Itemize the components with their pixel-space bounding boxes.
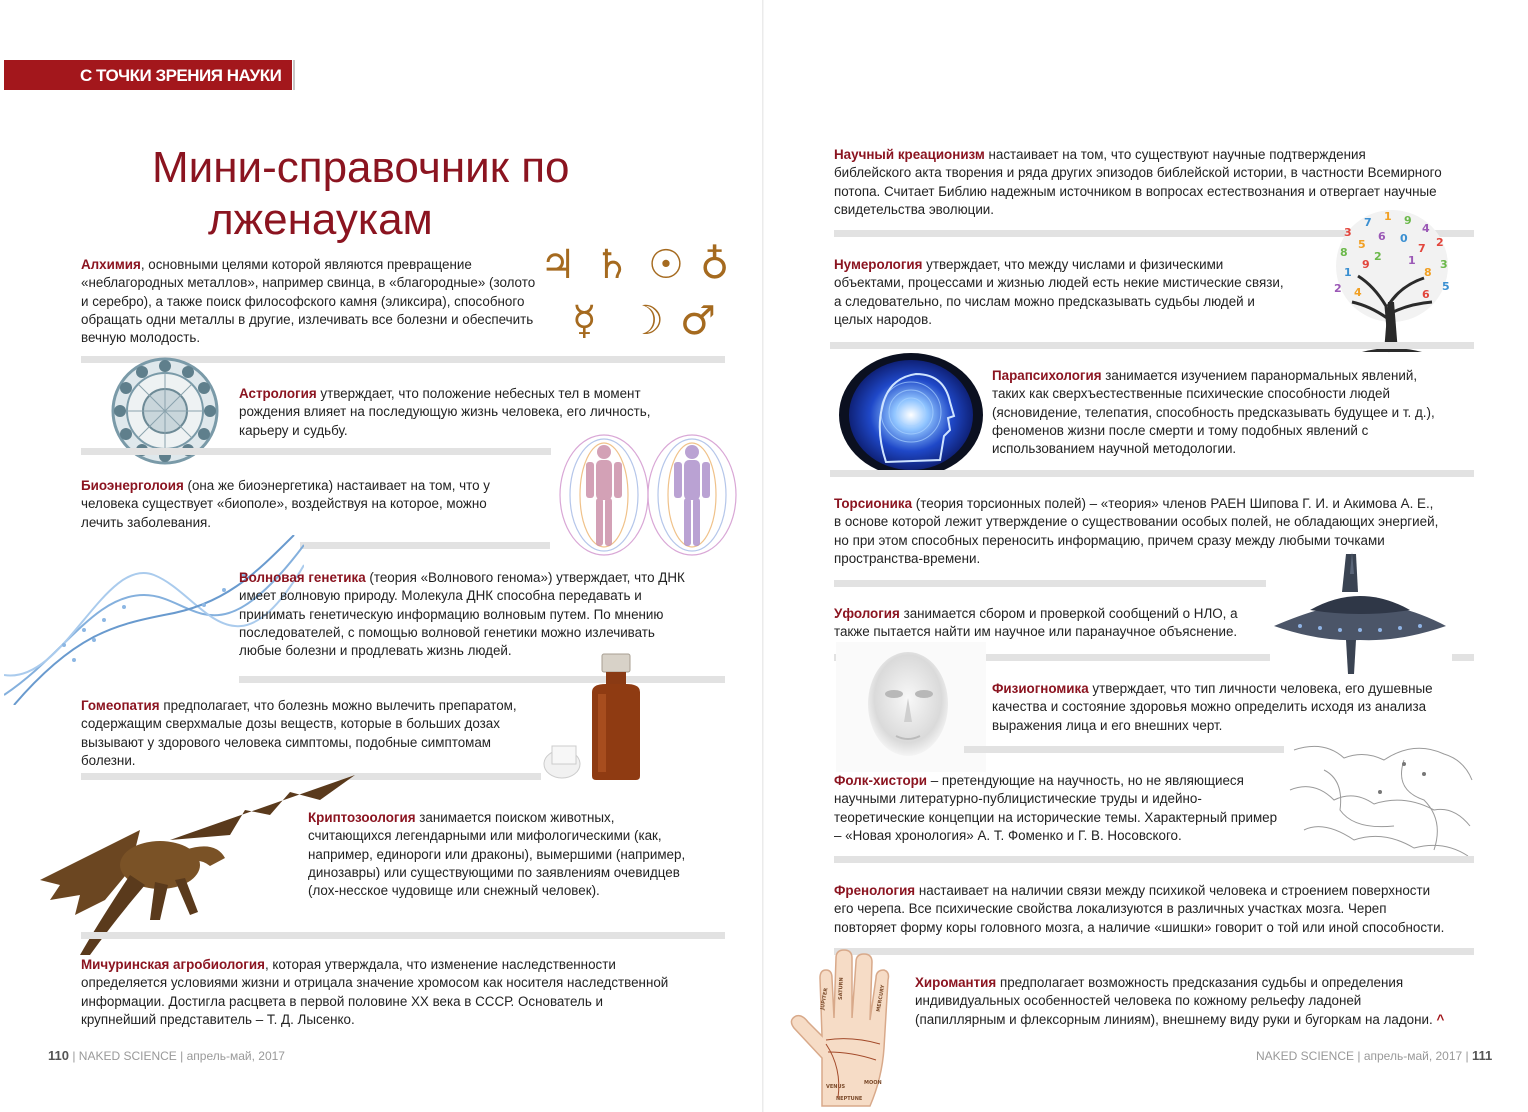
svg-text:2: 2 <box>1374 250 1382 263</box>
text-michurin: , которая утверждала, что изменение наследственности определяется условиями жизни и отрицала значение хромосом как носителя наследственной информации. Достигла расцвета в первой половине XX века в СССР. Основатель и крупнейший представитель – Т. Д. Лысенко. <box>81 957 669 1027</box>
text-homeopathy: предполагает, что болезнь можно вылечить препаратом, содержащим сверхмалые дозы веществ, которые в больших дозах вызывают у здорового человека симптомы, подобные симптомам болезни. <box>81 698 517 768</box>
footer-right: NAKED SCIENCE | апрель-май, 2017 | 111 <box>1256 1048 1493 1063</box>
text-numerology: утверждает, что между числами и физическими объектами, процессами и жизнью людей есть некие мистические связи, а следовательно, по числам можно предсказывать судьбы людей и целых народов. <box>834 257 1284 327</box>
text-parapsychology: занимается изучением паранормальных явлений, таких как сверхъестественные психические способности людей (ясновидение, телепатия, способность предсказывать будущее и т. д.), феноменов жизни после смерти и тому подобных явлений с использованием научной методологии. <box>992 368 1435 457</box>
svg-text:8: 8 <box>1424 266 1432 279</box>
svg-text:3: 3 <box>1440 258 1448 271</box>
svg-text:7: 7 <box>1418 242 1426 255</box>
divider <box>834 948 1474 955</box>
svg-text:2: 2 <box>1334 282 1342 295</box>
saturn-symbol-icon: ♄ <box>594 242 630 288</box>
entry-folk-history <box>834 772 1282 845</box>
divider <box>300 542 550 549</box>
term-torsionics: Торсионика <box>834 496 913 511</box>
page-title-line-2: лженаукам <box>208 195 433 244</box>
svg-text:8: 8 <box>1340 246 1348 259</box>
entry-cryptozoology <box>308 809 693 900</box>
mars-symbol-icon: ♂ <box>680 298 716 344</box>
numbers-tree-image <box>1304 206 1479 354</box>
term-parapsychology: Парапсихология <box>992 368 1102 383</box>
biofield-image <box>552 430 744 560</box>
palm-label-neptune: NEPTUNE <box>836 1096 863 1102</box>
svg-text:3: 3 <box>1344 226 1352 239</box>
term-physiognomy: Физиогномика <box>992 681 1089 696</box>
page-number-left: 110 <box>48 1048 69 1063</box>
svg-text:1: 1 <box>1408 254 1416 267</box>
term-wave-genetics: Волновая генетика <box>239 570 366 585</box>
palm-label-mercury: MERCURY <box>875 984 887 1013</box>
entry-physiognomy <box>992 680 1444 735</box>
text-folk-history: – претендующие на научность, но не являющиеся научными литературно-публицистические труды и идейно-теоретические концепции на исторические темы. Характерный пример – «Новая хронология» А. Т. Фоменко и Г. В. Носовского. <box>834 773 1278 843</box>
section-tag <box>4 60 292 90</box>
text-chiromancy: предполагает возможность предсказания судьбы и определения индивидуальных особенностей человека по кожному рельефу ладоней (папиллярным и флексорным линиям), внешнему виду руки и бугоркам на ладони. <box>915 975 1433 1027</box>
footer-left: 110 | NAKED SCIENCE | апрель-май, 2017 <box>48 1048 285 1063</box>
svg-text:1: 1 <box>1344 266 1352 279</box>
term-michurin: Мичуринская агробиология <box>81 957 265 972</box>
term-folk-history: Фолк-хистори <box>834 773 928 788</box>
entry-chiromancy <box>915 974 1445 1029</box>
palm-chart-image <box>782 948 916 1108</box>
svg-text:9: 9 <box>1404 214 1412 227</box>
text-ufology: занимается сбором и проверкой сообщений о НЛО, а также пытается найти им научное или паранаучное объяснение. <box>834 606 1238 640</box>
right-page <box>764 0 1528 1112</box>
divider <box>834 856 1474 863</box>
text-physiognomy: утверждает, что тип личности человека, его душевные качества и состояние здоровья можно определить исходя из анализа выражения лица и его внешних черт. <box>992 681 1433 733</box>
entry-homeopathy <box>81 697 531 770</box>
ufo-ship-image <box>1270 552 1450 674</box>
svg-text:9: 9 <box>1362 258 1370 271</box>
term-creationism: Научный креационизм <box>834 147 985 162</box>
jupiter-symbol-icon: ♃ <box>540 242 576 288</box>
svg-text:2: 2 <box>1436 236 1444 249</box>
footer-left-issue: апрель-май, 2017 <box>186 1049 285 1063</box>
entry-wave-genetics <box>239 569 699 660</box>
entry-ufology <box>834 605 1266 642</box>
old-map-image <box>1284 730 1474 860</box>
footer-left-magazine: NAKED SCIENCE <box>78 1049 177 1063</box>
divider <box>834 580 1266 587</box>
divider <box>964 746 1284 753</box>
text-phrenology: настаивает на наличии связи между психикой человека и строением поверхности его черепа. Все психические свойства локализуются в различных участках мозга. Череп повторяет форму коры головного мозга, а наличие «шишки» говорит о той или иной способности. <box>834 883 1445 935</box>
svg-text:6: 6 <box>1422 288 1430 301</box>
term-ufology: Уфология <box>834 606 900 621</box>
term-numerology: Нумерология <box>834 257 923 272</box>
divider <box>81 932 725 939</box>
svg-text:1: 1 <box>1384 210 1392 223</box>
svg-text:7: 7 <box>1364 216 1372 229</box>
term-bioenergology: Биоэнерголоия <box>81 478 184 493</box>
footer-right-magazine: NAKED SCIENCE <box>1256 1049 1355 1063</box>
entry-phrenology <box>834 882 1446 937</box>
palm-label-saturn: SATURN <box>837 977 845 1001</box>
term-astrology: Астрология <box>239 386 317 401</box>
divider <box>1452 654 1474 661</box>
alchemy-symbols <box>536 238 748 348</box>
end-mark-icon: ^ <box>1436 1011 1445 1027</box>
svg-text:5: 5 <box>1358 238 1366 251</box>
earth-symbol-icon: ♁ <box>700 242 730 288</box>
entry-alchemy <box>81 256 536 347</box>
entry-michurin <box>81 956 671 1029</box>
text-torsionics: (теория торсионных полей) – «теория» членов РАЕН Шипова Г. И. и Акимова А. Е., в основе которой лежит утверждение о существовании особых полей, не обладающих энергией, но при этом способных переносить информацию, причем сразу между любыми точками пространства-времени. <box>834 496 1439 566</box>
mercury-symbol-icon: ☿ <box>572 298 597 344</box>
page-number-right: 111 <box>1472 1048 1493 1063</box>
entry-numerology <box>834 256 1294 329</box>
moon-symbol-icon: ☽ <box>628 298 664 344</box>
page-title-line-1: Мини-справочник по <box>152 143 570 192</box>
divider <box>830 470 1474 477</box>
palm-label-venus: VENUS <box>826 1084 846 1090</box>
svg-text:4: 4 <box>1422 222 1430 235</box>
entry-parapsychology <box>992 367 1444 458</box>
divider <box>830 342 1474 349</box>
text-astrology: утверждает, что положение небесных тел в момент рождения влияет на последующую жизнь человека, его личность, карьеру и судьбу. <box>239 386 651 438</box>
term-phrenology: Френология <box>834 883 916 898</box>
svg-text:5: 5 <box>1442 280 1450 293</box>
divider <box>81 448 551 455</box>
svg-text:0: 0 <box>1400 232 1408 245</box>
medicine-bottle-image <box>540 652 670 782</box>
svg-text:4: 4 <box>1354 286 1362 299</box>
palm-label-moon: MOON <box>864 1080 882 1086</box>
page-title <box>152 142 652 246</box>
text-bioenergology: (она же биоэнергетика) настаивает на том, что у человека существует «биополе», воздействуя на которое, можно лечить заболевания. <box>81 478 490 530</box>
sun-symbol-icon: ☉ <box>648 242 684 288</box>
section-tag-label: С ТОЧКИ ЗРЕНИЯ НАУКИ <box>80 66 282 85</box>
term-chiromancy: Хиромантия <box>915 975 997 990</box>
text-alchemy: , основными целями которой являются превращение «неблагородных металлов», например свинца, в «благородные» (золото и серебро), а также поиск философского камня (эликсира), способного обращать одни металлы в другие, излечивать все болезни и обеспечить вечную молодость. <box>81 257 536 346</box>
text-creationism: настаивает на том, что существуют научные подтверждения библейского акта творения и ряда других эпизодов библейской истории, в частности Всемирного потопа. Считает Библию надежным источником в вопросах естествознания и отвергает научные свидетельства эволюции. <box>834 147 1442 217</box>
palm-label-jupiter: JUPITER <box>819 987 830 1011</box>
footer-right-issue: апрель-май, 2017 <box>1363 1049 1463 1063</box>
term-cryptozoology: Криптозоология <box>308 810 416 825</box>
term-homeopathy: Гомеопатия <box>81 698 160 713</box>
text-wave-genetics: (теория «Волнового генома») утверждает, что ДНК имеет волновую природу. Молекула ДНК способна передавать и принимать генетическую информацию волновым путем. По мнению последователей, с помощью волновой генетики можно излечивать любые болезни и продлевать жизнь людей. <box>239 570 685 659</box>
svg-text:6: 6 <box>1378 230 1386 243</box>
text-cryptozoology: занимается поиском животных, считающихся легендарными или мифологическими (как, например, единороги или драконы), вымершими (например, динозавры) или существующими по заявлениям очевидцев (лох-несское чудовище или снежный человек). <box>308 810 686 899</box>
entry-bioenergology <box>81 477 526 532</box>
psychic-head-image <box>836 352 986 478</box>
term-alchemy: Алхимия <box>81 257 141 272</box>
